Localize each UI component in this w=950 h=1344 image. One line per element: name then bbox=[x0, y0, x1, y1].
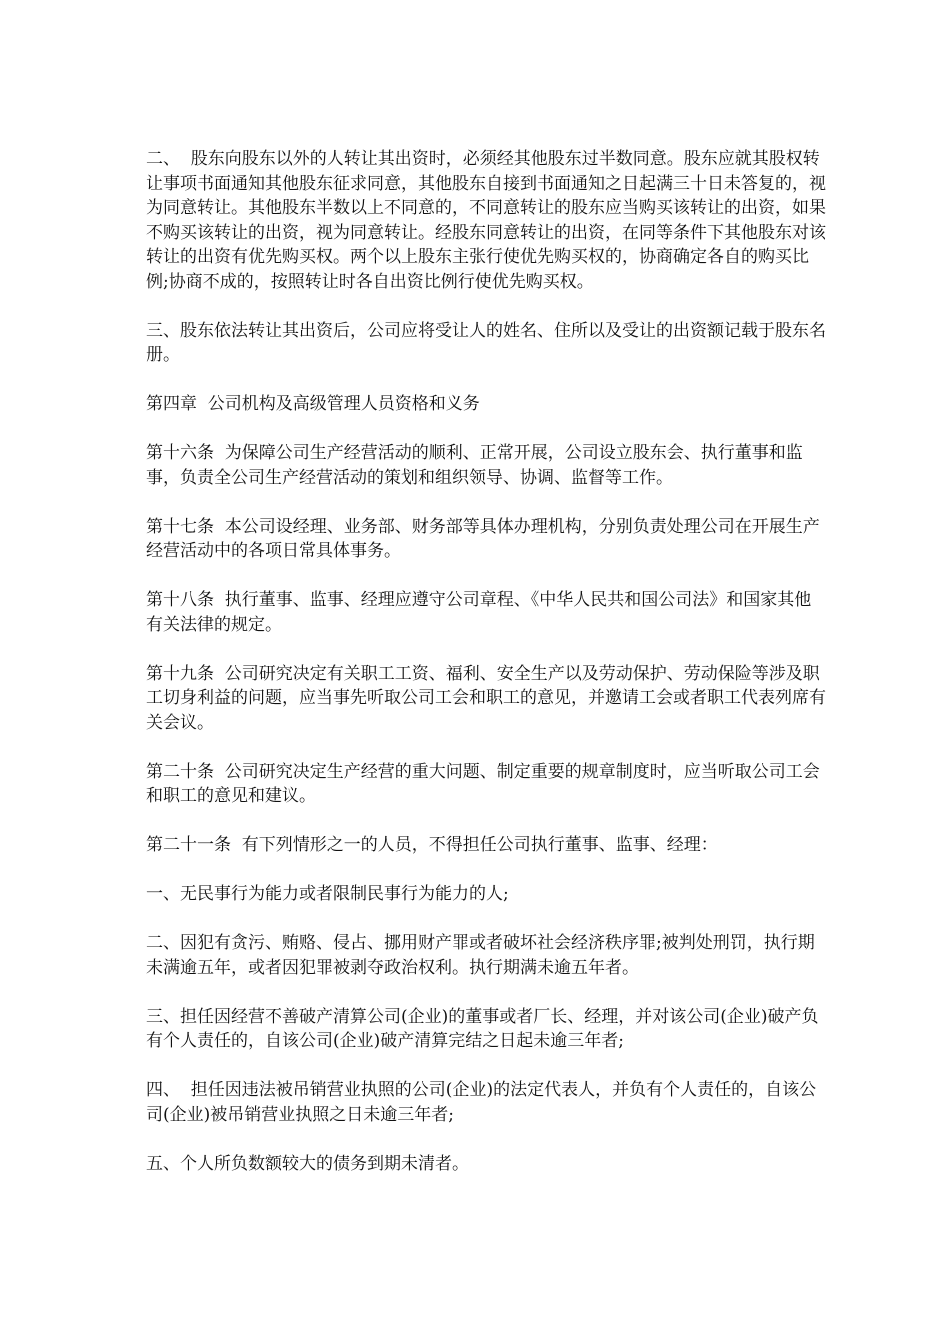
article-16: 第十六条 为保障公司生产经营活动的顺利、正常开展，公司设立股东会、执行董事和监事，负责全公司生产经营活动的策划和组织领导、协调、监督等工作。 bbox=[146, 443, 803, 488]
article-21-item-4: 四、 担任因违法被吊销营业执照的公司(企业)的法定代表人，并负有个人责任的，自该公司(企业)被吊销营业执照之日未逾三年者; bbox=[146, 1080, 817, 1125]
paragraph-shareholder-register: 三、股东依法转让其出资后，公司应将受让人的姓名、住所以及受让的出资额记载于股东名册。 bbox=[146, 320, 826, 365]
article-21-item-1: 一、无民事行为能力或者限制民事行为能力的人; bbox=[146, 884, 509, 904]
article-21-item-5: 五、个人所负数额较大的债务到期未清者。 bbox=[146, 1153, 469, 1174]
article-21-item-3: 三、担任因经营不善破产清算公司(企业)的董事或者厂长、经理，并对该公司(企业)破产负有个人责任的，自该公司(企业)破产清算完结之日起未逾三年者; bbox=[146, 1006, 819, 1051]
article-20: 第二十条 公司研究决定生产经营的重大问题、制定重要的规章制度时，应当听取公司工会和职工的意见和建议。 bbox=[146, 761, 820, 806]
article-17: 第十七条 本公司设经理、业务部、财务部等具体办理机构，分别负责处理公司在开展生产经营活动中的各项日常具体事务。 bbox=[146, 516, 820, 561]
paragraph-share-transfer-consent: 二、 股东向股东以外的人转让其出资时，必须经其他股东过半数同意。股东应就其股权转让事项书面通知其他股东征求同意，其他股东自接到书面通知之日起满三十日未答复的，视为同意转让。其他股东半数以上不同意的，不同意转让的股东应当购买该转让的出资，如果不购买该转让的出资，视为同意转让。经股东同意转让的出资，在同等条件下其他股东对该转让的出资有优先购买权。两个以上股东主张行使优先购买权的，协商确定各自的购买比例;协商不成的，按照转让时各自出资比例行使优先购买权。 bbox=[146, 149, 826, 292]
article-18: 第十八条 执行董事、监事、经理应遵守公司章程、《中华人民共和国公司法》和国家其他有关法律的规定。 bbox=[146, 590, 812, 635]
article-21: 第二十一条 有下列情形之一的人员，不得担任公司执行董事、监事、经理： bbox=[146, 835, 718, 855]
article-21-item-2: 二、因犯有贪污、贿赂、侵占、挪用财产罪或者破坏社会经济秩序罪;被判处刑罚，执行期未满逾五年，或者因犯罪被剥夺政治权利。执行期满未逾五年者。 bbox=[146, 933, 815, 978]
document-body bbox=[146, 147, 826, 1201]
article-19: 第十九条 公司研究决定有关职工工资、福利、安全生产以及劳动保护、劳动保险等涉及职工切身利益的问题，应当事先听取公司工会和职工的意见，并邀请工会或者职工代表列席有关会议。 bbox=[146, 663, 826, 733]
chapter-four-heading: 第四章 公司机构及高级管理人员资格和义务 bbox=[146, 394, 480, 414]
